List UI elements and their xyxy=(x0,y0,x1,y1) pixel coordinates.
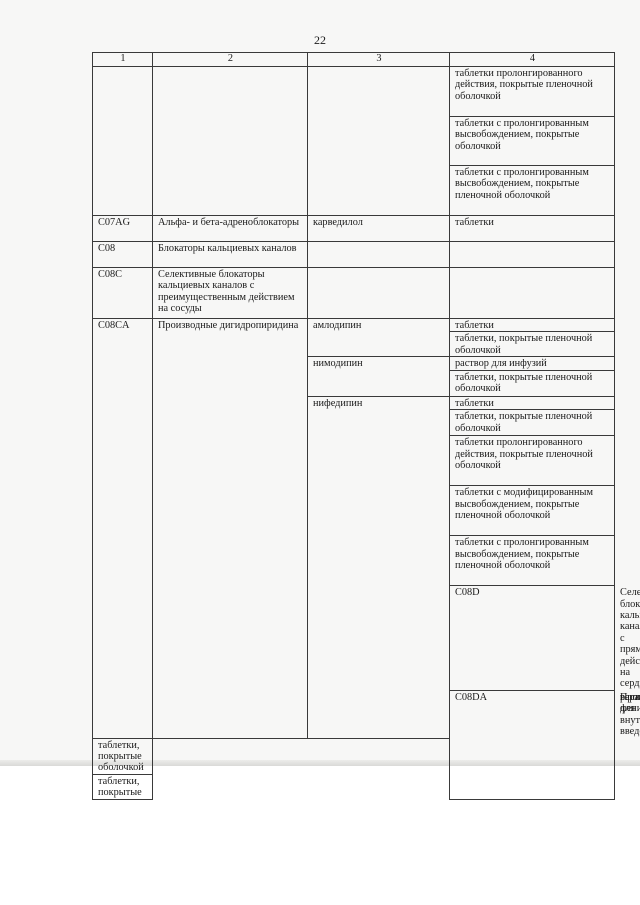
drug-cell: нимодипин xyxy=(308,357,450,396)
form-cell: таблетки с пролонгированным высвобождением, покрытые оболочкой xyxy=(450,117,615,166)
table-row xyxy=(93,216,615,242)
column-header: 2 xyxy=(153,53,308,67)
medicines-table xyxy=(92,52,615,800)
code-cell: C08 xyxy=(93,242,153,268)
form-cell: таблетки с пролонгированным высвобождением, покрытые пленочной оболочкой xyxy=(450,166,615,216)
page-number: 22 xyxy=(314,33,326,47)
code-cell: C08C xyxy=(93,268,153,319)
form-cell: таблетки xyxy=(450,216,615,242)
group-cell: Альфа- и бета-адреноблокаторы xyxy=(153,216,308,242)
column-header: 3 xyxy=(308,53,450,67)
form-cell xyxy=(450,242,615,268)
group-cell xyxy=(153,67,308,216)
code-cell: C08DA xyxy=(450,690,615,799)
form-cell: таблетки, покрытые оболочкой xyxy=(93,738,153,774)
form-cell: таблетки пролонгированного действия, покрытые пленочной оболочкой xyxy=(450,67,615,117)
form-cell: таблетки, покрытые пленочной оболочкой xyxy=(450,410,615,436)
table-row xyxy=(93,67,615,117)
column-header: 1 xyxy=(93,53,153,67)
table-header-row xyxy=(93,53,615,67)
group-cell: Производные дигидропиридина xyxy=(153,319,308,739)
form-cell: таблетки, покрытые xyxy=(93,774,153,799)
form-cell: таблетки, покрытые пленочной оболочкой xyxy=(450,370,615,396)
code-cell xyxy=(93,67,153,216)
drug-cell xyxy=(308,67,450,216)
column-header: 4 xyxy=(450,53,615,67)
form-cell: таблетки, покрытые пленочной оболочкой xyxy=(450,332,615,357)
drug-cell: нифедипин xyxy=(308,396,450,738)
form-cell: таблетки xyxy=(450,396,615,409)
table-row xyxy=(93,242,615,268)
table-row xyxy=(93,319,615,332)
code-cell: C07AG xyxy=(93,216,153,242)
drug-cell xyxy=(308,242,450,268)
drug-cell: амлодипин xyxy=(308,319,450,357)
group-cell: Блокаторы кальциевых каналов xyxy=(153,242,308,268)
form-cell: таблетки xyxy=(450,319,615,332)
form-cell: таблетки пролонгированного действия, покрытые пленочной оболочкой xyxy=(450,436,615,486)
form-cell xyxy=(450,268,615,319)
group-cell: Селективные блокаторы кальциевых каналов с преимущественным действием на сосуды xyxy=(153,268,308,319)
code-cell: C08CA xyxy=(93,319,153,739)
table-row xyxy=(93,268,615,319)
code-cell: C08D xyxy=(450,586,615,691)
form-cell: таблетки с модифицированным высвобождением, покрытые пленочной оболочкой xyxy=(450,486,615,536)
form-cell: таблетки с пролонгированным высвобождением, покрытые пленочной оболочкой xyxy=(450,536,615,586)
drug-cell xyxy=(308,268,450,319)
drug-cell: карведилол xyxy=(308,216,450,242)
form-cell: раствор для инфузий xyxy=(450,357,615,370)
